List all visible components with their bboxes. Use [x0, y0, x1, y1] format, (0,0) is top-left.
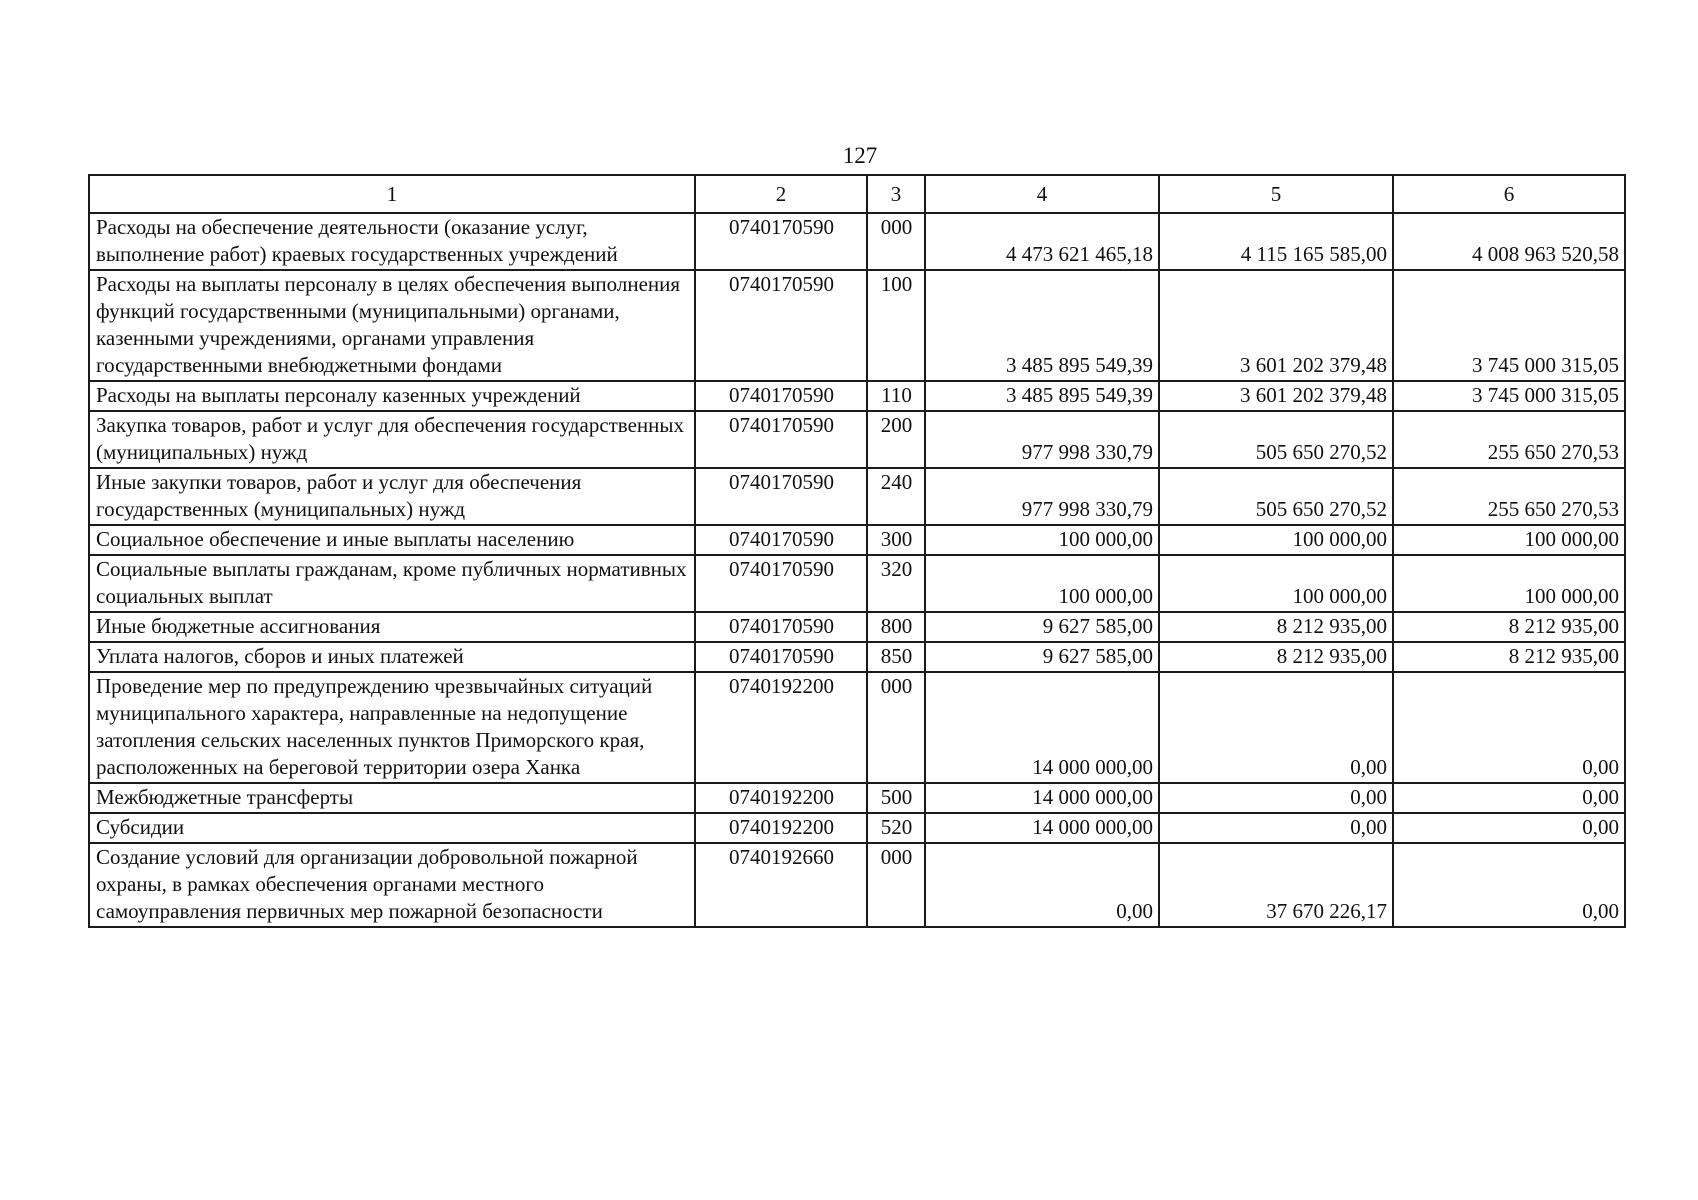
- row-name-cell: Социальные выплаты гражданам, кроме публичных нормативных социальных выплат: [89, 555, 695, 612]
- row-amount-col6: 0,00: [1393, 843, 1625, 927]
- row-amount-col4: 100 000,00: [925, 555, 1159, 612]
- row-name-cell: Межбюджетные трансферты: [89, 783, 695, 813]
- row-code-cell: 0740192200: [695, 783, 867, 813]
- row-amount-col5: 505 650 270,52: [1159, 468, 1393, 525]
- row-amount-col6: 0,00: [1393, 672, 1625, 783]
- row-amount-col4: 4 473 621 465,18: [925, 213, 1159, 270]
- row-name-cell: Закупка товаров, работ и услуг для обеспечения государственных (муниципальных) нужд: [89, 411, 695, 468]
- row-amount-col6: 0,00: [1393, 783, 1625, 813]
- table-row: [89, 612, 1625, 642]
- row-amount-col6: 8 212 935,00: [1393, 642, 1625, 672]
- table-row: [89, 270, 1625, 381]
- header-cell-1: 1: [89, 175, 695, 213]
- header-cell-6: 6: [1393, 175, 1625, 213]
- row-amount-col6: 255 650 270,53: [1393, 411, 1625, 468]
- row-code-cell: 0740170590: [695, 612, 867, 642]
- row-amount-col4: 3 485 895 549,39: [925, 270, 1159, 381]
- table-row: [89, 813, 1625, 843]
- row-name-cell: Проведение мер по предупреждению чрезвычайных ситуаций муниципального характера, направленные на недопущение затопления сельских населенных пунктов Приморского края, расположенных на береговой территории озера Ханка: [89, 672, 695, 783]
- row-amount-col6: 100 000,00: [1393, 525, 1625, 555]
- table-row: [89, 555, 1625, 612]
- row-code-cell: 0740192200: [695, 672, 867, 783]
- row-amount-col6: 0,00: [1393, 813, 1625, 843]
- row-code-cell: 0740170590: [695, 411, 867, 468]
- table-row: [89, 213, 1625, 270]
- row-amount-col5: 4 115 165 585,00: [1159, 213, 1393, 270]
- row-expense-type-cell: 000: [867, 843, 925, 927]
- row-expense-type-cell: 000: [867, 213, 925, 270]
- table-row: [89, 411, 1625, 468]
- row-amount-col6: 3 745 000 315,05: [1393, 270, 1625, 381]
- row-amount-col6: 255 650 270,53: [1393, 468, 1625, 525]
- row-name-cell: Расходы на выплаты персоналу казенных учреждений: [89, 381, 695, 411]
- row-code-cell: 0740192660: [695, 843, 867, 927]
- row-amount-col5: 3 601 202 379,48: [1159, 270, 1393, 381]
- page-number: 127: [842, 143, 878, 168]
- row-amount-col5: 0,00: [1159, 783, 1393, 813]
- row-amount-col4: 9 627 585,00: [925, 612, 1159, 642]
- row-code-cell: 0740170590: [695, 525, 867, 555]
- row-amount-col6: 3 745 000 315,05: [1393, 381, 1625, 411]
- row-name-cell: Уплата налогов, сборов и иных платежей: [89, 642, 695, 672]
- row-name-cell: Социальное обеспечение и иные выплаты населению: [89, 525, 695, 555]
- row-amount-col5: 100 000,00: [1159, 525, 1393, 555]
- row-amount-col4: 9 627 585,00: [925, 642, 1159, 672]
- row-expense-type-cell: 100: [867, 270, 925, 381]
- row-code-cell: 0740170590: [695, 555, 867, 612]
- row-amount-col4: 100 000,00: [925, 525, 1159, 555]
- row-amount-col6: 8 212 935,00: [1393, 612, 1625, 642]
- row-amount-col4: 977 998 330,79: [925, 468, 1159, 525]
- table-row: [89, 672, 1625, 783]
- row-name-cell: Иные бюджетные ассигнования: [89, 612, 695, 642]
- row-code-cell: 0740170590: [695, 213, 867, 270]
- row-expense-type-cell: 800: [867, 612, 925, 642]
- row-amount-col5: 8 212 935,00: [1159, 612, 1393, 642]
- row-amount-col5: 37 670 226,17: [1159, 843, 1393, 927]
- row-expense-type-cell: 320: [867, 555, 925, 612]
- row-amount-col6: 100 000,00: [1393, 555, 1625, 612]
- row-amount-col4: 0,00: [925, 843, 1159, 927]
- row-expense-type-cell: 500: [867, 783, 925, 813]
- row-amount-col4: 14 000 000,00: [925, 672, 1159, 783]
- table-row: [89, 468, 1625, 525]
- row-amount-col5: 100 000,00: [1159, 555, 1393, 612]
- row-name-cell: Расходы на выплаты персоналу в целях обеспечения выполнения функций государственными (муниципальными) органами, казенными учреждениями, органами управления государственными внебюджетными фондами: [89, 270, 695, 381]
- header-cell-4: 4: [925, 175, 1159, 213]
- row-expense-type-cell: 240: [867, 468, 925, 525]
- row-name-cell: Субсидии: [89, 813, 695, 843]
- row-expense-type-cell: 300: [867, 525, 925, 555]
- row-code-cell: 0740170590: [695, 642, 867, 672]
- row-amount-col4: 977 998 330,79: [925, 411, 1159, 468]
- row-expense-type-cell: 110: [867, 381, 925, 411]
- row-code-cell: 0740170590: [695, 468, 867, 525]
- row-expense-type-cell: 850: [867, 642, 925, 672]
- table-row: [89, 525, 1625, 555]
- row-amount-col5: 505 650 270,52: [1159, 411, 1393, 468]
- row-expense-type-cell: 000: [867, 672, 925, 783]
- header-cell-5: 5: [1159, 175, 1393, 213]
- row-amount-col4: 14 000 000,00: [925, 813, 1159, 843]
- row-amount-col4: 3 485 895 549,39: [925, 381, 1159, 411]
- row-name-cell: Создание условий для организации добровольной пожарной охраны, в рамках обеспечения органами местного самоуправления первичных мер пожарной безопасности: [89, 843, 695, 927]
- budget-table: [88, 174, 1626, 928]
- table-row: [89, 783, 1625, 813]
- header-cell-3: 3: [867, 175, 925, 213]
- row-name-cell: Иные закупки товаров, работ и услуг для обеспечения государственных (муниципальных) нужд: [89, 468, 695, 525]
- row-code-cell: 0740170590: [695, 270, 867, 381]
- row-amount-col5: 0,00: [1159, 672, 1393, 783]
- header-row: [89, 175, 1625, 213]
- row-code-cell: 0740170590: [695, 381, 867, 411]
- row-amount-col5: 8 212 935,00: [1159, 642, 1393, 672]
- row-amount-col4: 14 000 000,00: [925, 783, 1159, 813]
- table-row: [89, 381, 1625, 411]
- row-code-cell: 0740192200: [695, 813, 867, 843]
- table-row: [89, 642, 1625, 672]
- budget-table-body: [89, 175, 1625, 927]
- row-amount-col6: 4 008 963 520,58: [1393, 213, 1625, 270]
- row-name-cell: Расходы на обеспечение деятельности (оказание услуг, выполнение работ) краевых государственных учреждений: [89, 213, 695, 270]
- row-amount-col5: 3 601 202 379,48: [1159, 381, 1393, 411]
- table-row: [89, 843, 1625, 927]
- row-amount-col5: 0,00: [1159, 813, 1393, 843]
- row-expense-type-cell: 520: [867, 813, 925, 843]
- row-expense-type-cell: 200: [867, 411, 925, 468]
- header-cell-2: 2: [695, 175, 867, 213]
